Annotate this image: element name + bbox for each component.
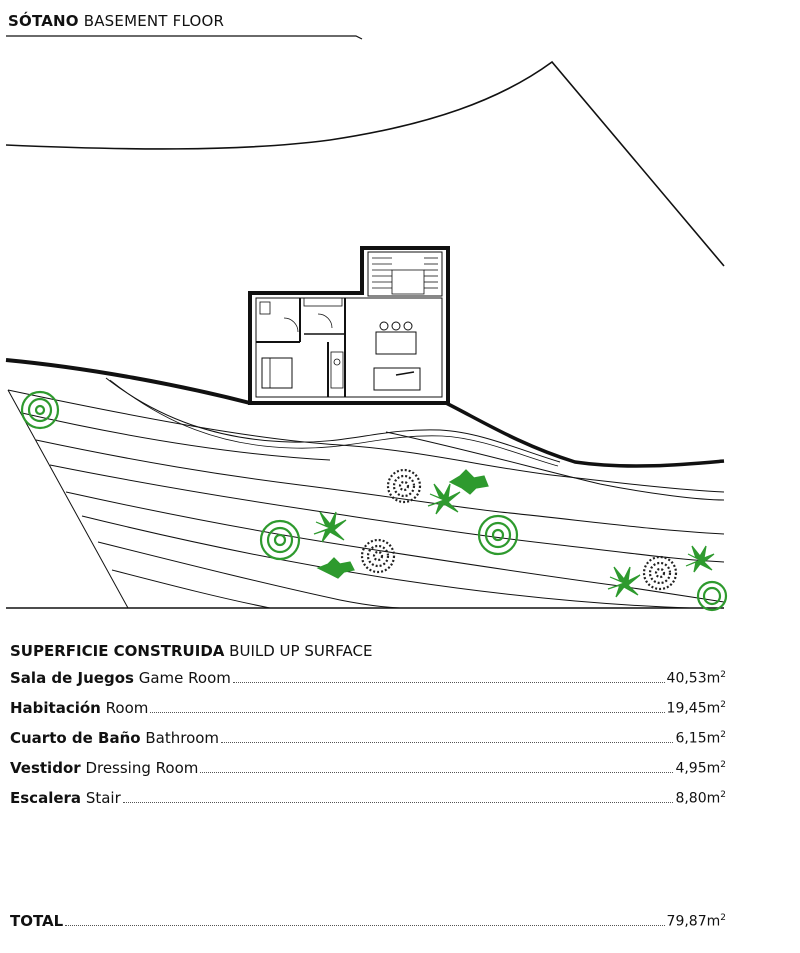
room-area: $19,45m^2$ [666, 700, 726, 717]
title-light: BASEMENT FLOOR [83, 12, 225, 30]
room-label [10, 729, 219, 747]
room-label [10, 669, 231, 687]
vegetation [22, 392, 726, 610]
surface-row [10, 699, 726, 729]
room-name-es: Vestidor [10, 759, 81, 777]
surface-row [10, 759, 726, 789]
title-bold: SÓTANO [8, 12, 79, 30]
tree-round [261, 521, 299, 559]
room-name-en: Room [105, 699, 149, 717]
leader-dots [200, 771, 673, 773]
room-name-en: Dressing Room [85, 759, 199, 777]
retaining-wall-right [446, 403, 724, 466]
tree-round [22, 392, 58, 428]
room-area: $6,15m^2$ [675, 730, 726, 747]
leader-dots [65, 924, 664, 926]
surface-heading [10, 642, 726, 660]
shrub [318, 558, 354, 578]
palm [608, 567, 640, 597]
leader-dots [233, 681, 665, 683]
room-label [10, 699, 148, 717]
shrub [450, 470, 488, 494]
surface-row [10, 669, 726, 699]
room-name-es: Habitación [10, 699, 101, 717]
tree-round [698, 582, 726, 610]
room-name-es: Cuarto de Baño [10, 729, 141, 747]
upper-contour [6, 62, 724, 266]
total-label: TOTAL [10, 912, 64, 930]
surface-rows [10, 669, 726, 819]
room-name-es: Sala de Juegos [10, 669, 134, 687]
room-name-en: Bathroom [145, 729, 220, 747]
surface-row [10, 789, 726, 819]
room-area: $40,53m^2$ [666, 670, 726, 687]
total-value: $79,87m^2$ [666, 913, 726, 930]
tree-round [479, 516, 517, 554]
room-label [10, 789, 121, 807]
surface-heading-bold: SUPERFICIE CONSTRUIDA [10, 642, 225, 660]
room-area: $8,80m^2$ [675, 790, 726, 807]
palm [686, 546, 714, 572]
room-name-en: Game Room [138, 669, 231, 687]
leader-dots [221, 741, 673, 743]
surface-heading-light: BUILD UP SURFACE [229, 642, 373, 660]
room-area: $4,95m^2$ [675, 760, 726, 777]
total-row-wrap [10, 912, 726, 942]
page-header [8, 12, 364, 38]
room-name-en: Stair [85, 789, 121, 807]
building [250, 248, 448, 403]
surface-table [10, 642, 726, 819]
title-underline [6, 32, 366, 40]
room-name-es: Escalera [10, 789, 82, 807]
tree-dark [644, 557, 676, 589]
leader-dots [150, 711, 664, 713]
tree-dark [362, 540, 394, 572]
room-label [10, 759, 198, 777]
total-row [10, 912, 726, 942]
site-plan [0, 50, 800, 620]
page-title [8, 12, 364, 30]
slope-lines [6, 390, 724, 608]
palm [314, 512, 346, 542]
tree-dark [388, 470, 420, 502]
leader-dots [123, 801, 674, 803]
surface-row [10, 729, 726, 759]
palm [428, 484, 460, 514]
